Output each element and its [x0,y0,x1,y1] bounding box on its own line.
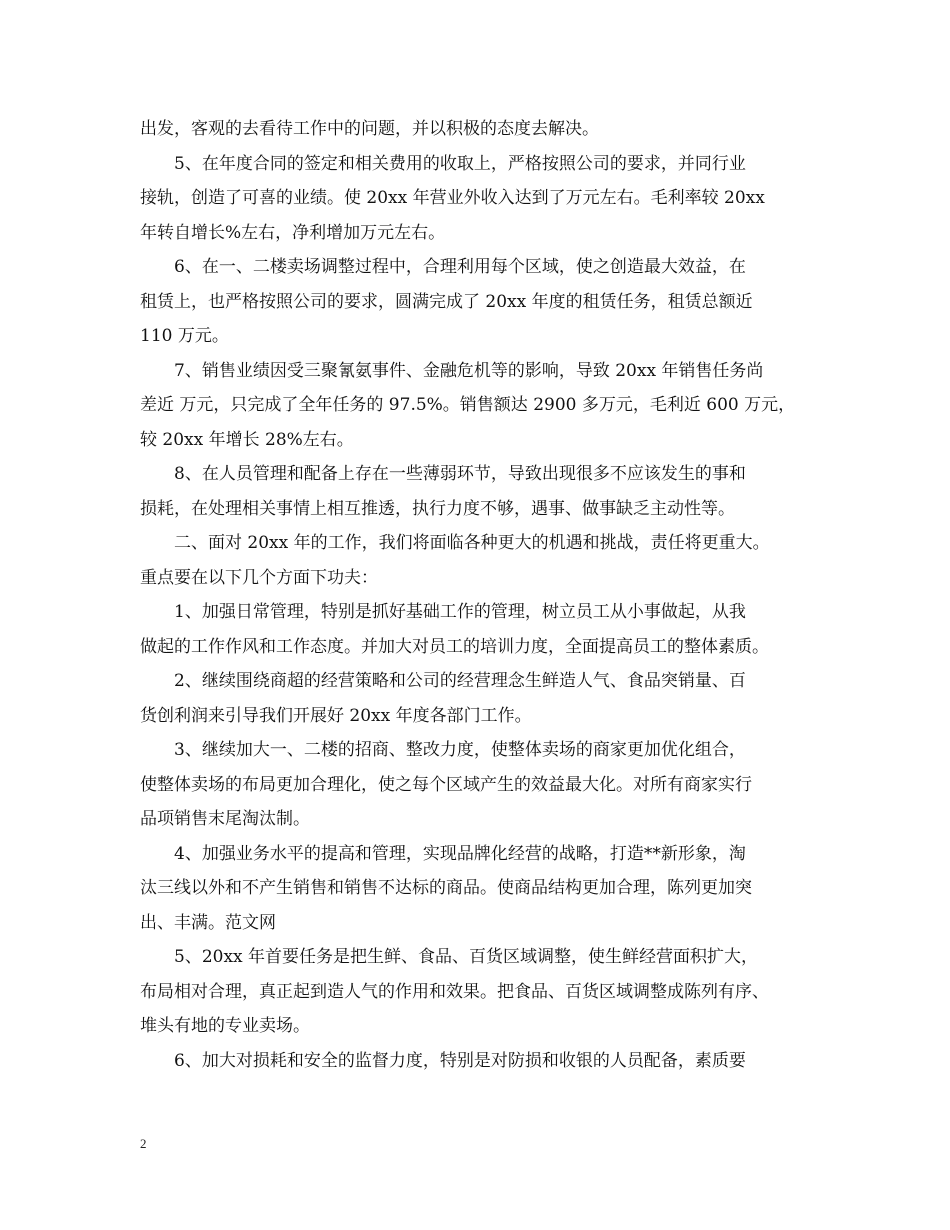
paragraph-p6 [140,595,820,664]
text-line: 2、继续围绕商超的经营策略和公司的经营理念生鲜造人气、食品突销量、百 [174,671,746,691]
paragraph-p5 [140,526,820,595]
text-line: 租赁上，也严格按照公司的要求，圆满完成了 20xx 年度的租赁任务，租赁总额近 [140,291,753,312]
text-line: 汰三线以外和不产生销售和销售不达标的商品。使商品结构更加合理，陈列更加突 [140,878,752,898]
paragraph-p3 [140,354,820,458]
paragraph-p11 [140,1044,820,1079]
text-line: 使整体卖场的布局更加合理化，使之每个区域产生的效益最大化。对所有商家实行 [140,774,752,795]
paragraph-p2 [140,250,820,354]
text-line: 做起的工作作风和工作态度。并加大对员工的培训力度，全面提高员工的整体素质。 [140,636,769,657]
text-line: 二、面对 20xx 年的工作，我们将面临各种更大的机遇和挑战，责任将更重大。 [174,533,770,553]
paragraph-p0 [140,112,820,147]
page-number: 2 [140,1136,147,1151]
text-line: 1、加强日常管理，特别是抓好基础工作的管理，树立员工从小事做起，从我 [174,602,746,622]
paragraph-p4 [140,457,820,526]
text-line: 重点要在以下几个方面下功夫： [140,567,378,588]
document-body [140,112,820,1078]
text-line: 5、在年度合同的签定和相关费用的收取上，严格按照公司的要求，并同行业 [174,153,746,174]
paragraph-p9 [140,837,820,941]
text-line: 出、丰满。范文网 [140,912,276,933]
text-line: 5、20xx 年首要任务是把生鲜、食品、百货区域调整，使生鲜经营面积扩大， [174,947,759,967]
text-line: 4、加强业务水平的提高和管理，实现品牌化经营的战略，打造**新形象，淘 [174,843,746,864]
text-line: 110 万元。 [140,326,229,346]
paragraph-p7 [140,664,820,733]
text-line: 7、销售业绩因受三聚氰氨事件、金融危机等的影响，导致 20xx 年销售任务尚 [174,360,764,381]
text-line: 6、加大对损耗和安全的监督力度，特别是对防损和收银的人员配备，素质要 [174,1050,746,1071]
text-line: 8、在人员管理和配备上存在一些薄弱环节，导致出现很多不应该发生的事和 [174,464,746,484]
text-line: 损耗，在处理相关事情上相互推透，执行力度不够，遇事、做事缺乏主动性等。 [140,498,735,519]
text-line: 年转自增长%左右，净利增加万元左右。 [140,222,446,243]
text-line: 接轨，创造了可喜的业绩。使 20xx 年营业外收入达到了万元左右。毛利率较 20xx [140,188,765,208]
paragraph-p8 [140,733,820,837]
text-line: 堆头有地的专业卖场。 [140,1016,310,1036]
text-line: 6、在一、二楼卖场调整过程中，合理利用每个区域，使之创造最大效益，在 [174,257,746,277]
text-line: 较 20xx 年增长 28%左右。 [140,429,354,450]
text-line: 3、继续加大一、二楼的招商、整改力度，使整体卖场的商家更加优化组合， [174,740,746,760]
paragraph-p10 [140,940,820,1044]
text-line: 出发，客观的去看待工作中的问题，并以积极的态度去解决。 [140,119,599,139]
paragraph-p1 [140,147,820,251]
text-line: 货创利润来引导我们开展好 20xx 年度各部门工作。 [140,705,532,726]
text-line: 差近 万元，只完成了全年任务的 97.5%。销售额达 2900 多万元，毛利近 600 万元， [140,395,796,415]
text-line: 品项销售末尾淘汰制。 [140,809,310,829]
text-line: 布局相对合理，真正起到造人气的作用和效果。把食品、百货区域调整成陈列有序、 [140,981,769,1002]
